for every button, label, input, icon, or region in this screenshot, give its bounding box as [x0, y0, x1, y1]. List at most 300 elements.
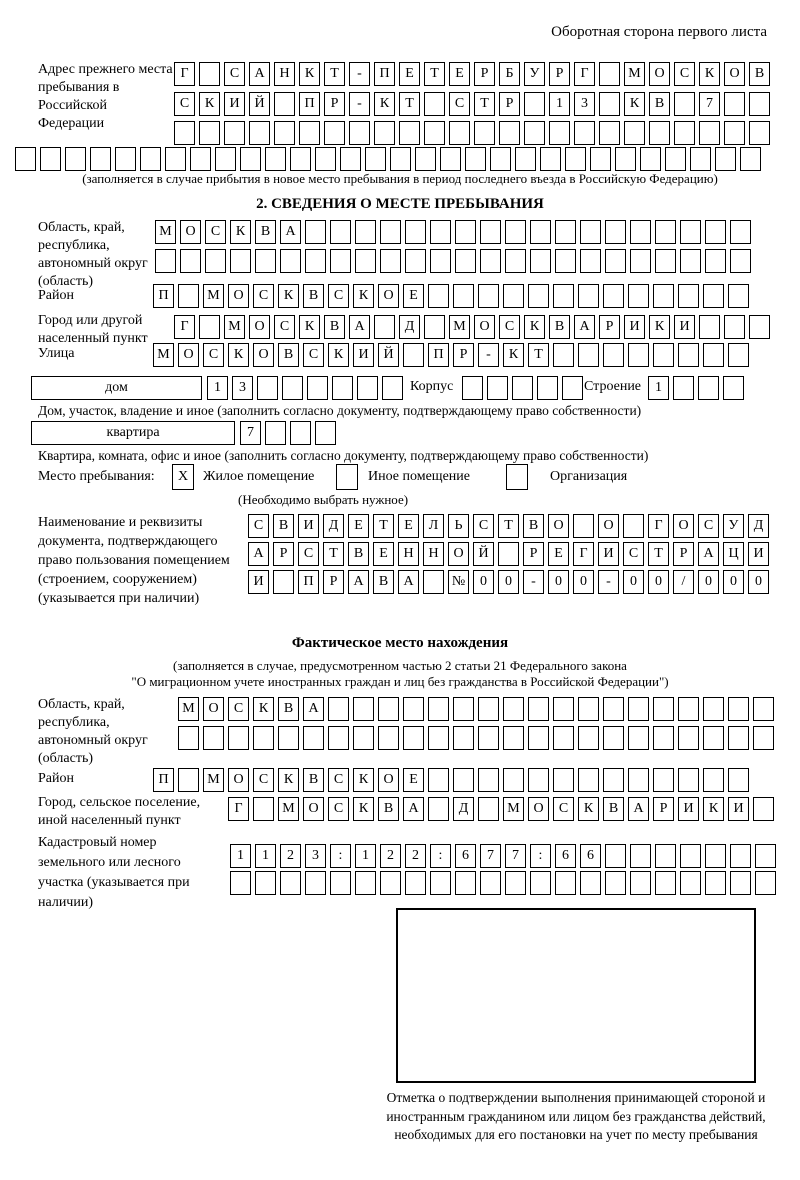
- char-cell: О: [548, 514, 569, 538]
- char-cell: 3: [574, 92, 595, 116]
- char-cell: М: [278, 797, 299, 821]
- char-cell: Д: [748, 514, 769, 538]
- char-cell: [330, 220, 351, 244]
- kvartira-box: квартира: [31, 421, 235, 445]
- char-cell: А: [348, 570, 369, 594]
- char-cell: [290, 147, 311, 171]
- char-cell: Г: [648, 514, 669, 538]
- char-cell: [174, 121, 195, 145]
- char-cell: [315, 147, 336, 171]
- doc-row-2: [248, 542, 769, 566]
- char-cell: [478, 284, 499, 308]
- char-cell: [428, 697, 449, 721]
- char-cell: С: [248, 514, 269, 538]
- char-cell: [603, 284, 624, 308]
- char-cell: Й: [473, 542, 494, 566]
- char-cell: [178, 284, 199, 308]
- char-cell: [703, 768, 724, 792]
- char-cell: О: [228, 768, 249, 792]
- char-cell: Т: [474, 92, 495, 116]
- char-cell: Л: [423, 514, 444, 538]
- char-cell: [155, 249, 176, 273]
- char-cell: И: [624, 315, 645, 339]
- char-cell: [487, 376, 508, 400]
- char-cell: В: [373, 570, 394, 594]
- char-cell: [753, 726, 774, 750]
- char-cell: [290, 421, 311, 445]
- char-cell: [340, 147, 361, 171]
- char-cell: К: [230, 220, 251, 244]
- char-cell: [505, 249, 526, 273]
- char-cell: [462, 376, 483, 400]
- char-cell: [357, 376, 378, 400]
- char-cell: С: [328, 284, 349, 308]
- zhiloe-checkbox: X: [172, 464, 194, 490]
- char-cell: С: [274, 315, 295, 339]
- char-cell: Т: [648, 542, 669, 566]
- char-cell: [305, 871, 326, 895]
- fact-oblast-row-2: [178, 726, 774, 750]
- char-cell: [199, 62, 220, 86]
- char-cell: [678, 697, 699, 721]
- char-cell: 2: [280, 844, 301, 868]
- char-cell: Е: [403, 284, 424, 308]
- char-cell: Т: [324, 62, 345, 86]
- char-cell: -: [478, 343, 499, 367]
- char-cell: В: [603, 797, 624, 821]
- char-cell: [453, 284, 474, 308]
- fact-raion-row: [153, 768, 749, 792]
- char-cell: [228, 726, 249, 750]
- kadastr-row-2: [230, 871, 776, 895]
- stroenie-row: [648, 376, 744, 400]
- char-cell: [655, 844, 676, 868]
- char-cell: [599, 62, 620, 86]
- char-cell: Д: [453, 797, 474, 821]
- char-cell: [423, 570, 444, 594]
- korpus-label: Корпус: [410, 379, 454, 394]
- char-cell: 0: [548, 570, 569, 594]
- char-cell: [180, 249, 201, 273]
- char-cell: [528, 768, 549, 792]
- char-cell: [378, 697, 399, 721]
- char-cell: [274, 121, 295, 145]
- oblast-row-1: [155, 220, 751, 244]
- inoe-checkbox: [336, 464, 358, 490]
- char-cell: [578, 343, 599, 367]
- char-cell: О: [228, 284, 249, 308]
- ulitsa-label: Улица: [38, 346, 75, 361]
- char-cell: [273, 570, 294, 594]
- char-cell: [630, 220, 651, 244]
- char-cell: О: [203, 697, 224, 721]
- char-cell: Г: [174, 62, 195, 86]
- char-cell: [690, 147, 711, 171]
- char-cell: [499, 121, 520, 145]
- char-cell: У: [723, 514, 744, 538]
- char-cell: [403, 726, 424, 750]
- char-cell: [455, 871, 476, 895]
- char-cell: [428, 284, 449, 308]
- char-cell: [715, 147, 736, 171]
- char-cell: [480, 249, 501, 273]
- char-cell: [678, 768, 699, 792]
- char-cell: [698, 376, 719, 400]
- char-cell: [724, 315, 745, 339]
- fact-raion-label: Район: [38, 771, 74, 786]
- char-cell: И: [748, 542, 769, 566]
- char-cell: М: [624, 62, 645, 86]
- char-cell: [753, 697, 774, 721]
- char-cell: [278, 726, 299, 750]
- char-cell: [332, 376, 353, 400]
- char-cell: И: [224, 92, 245, 116]
- char-cell: [653, 726, 674, 750]
- char-cell: Е: [398, 514, 419, 538]
- char-cell: [562, 376, 583, 400]
- char-cell: [674, 121, 695, 145]
- char-cell: [565, 147, 586, 171]
- char-cell: 1: [255, 844, 276, 868]
- char-cell: [555, 871, 576, 895]
- char-cell: [703, 726, 724, 750]
- char-cell: Е: [373, 542, 394, 566]
- char-cell: [165, 147, 186, 171]
- char-cell: К: [299, 62, 320, 86]
- char-cell: В: [348, 542, 369, 566]
- char-cell: [628, 726, 649, 750]
- char-cell: Т: [373, 514, 394, 538]
- char-cell: [628, 697, 649, 721]
- char-cell: [498, 542, 519, 566]
- char-cell: [553, 726, 574, 750]
- char-cell: [724, 121, 745, 145]
- char-cell: С: [203, 343, 224, 367]
- char-cell: [730, 871, 751, 895]
- char-cell: [280, 871, 301, 895]
- char-cell: М: [155, 220, 176, 244]
- char-cell: [603, 726, 624, 750]
- prev-address-row-2: [174, 92, 770, 116]
- char-cell: [15, 147, 36, 171]
- page-title: Оборотная сторона первого листа: [551, 24, 767, 40]
- char-cell: [255, 871, 276, 895]
- char-cell: [605, 844, 626, 868]
- char-cell: [365, 147, 386, 171]
- char-cell: [653, 697, 674, 721]
- mesto-label: Место пребывания:: [38, 469, 155, 484]
- char-cell: А: [403, 797, 424, 821]
- char-cell: [403, 697, 424, 721]
- fact-oblast-row-1: [178, 697, 774, 721]
- char-cell: [199, 315, 220, 339]
- char-cell: 0: [623, 570, 644, 594]
- char-cell: [353, 697, 374, 721]
- char-cell: [605, 220, 626, 244]
- char-cell: А: [349, 315, 370, 339]
- char-cell: [280, 249, 301, 273]
- char-cell: [724, 92, 745, 116]
- char-cell: Р: [273, 542, 294, 566]
- char-cell: Р: [653, 797, 674, 821]
- char-cell: К: [703, 797, 724, 821]
- char-cell: К: [374, 92, 395, 116]
- char-cell: К: [299, 315, 320, 339]
- char-cell: [257, 376, 278, 400]
- char-cell: М: [178, 697, 199, 721]
- char-cell: О: [448, 542, 469, 566]
- char-cell: [315, 421, 336, 445]
- char-cell: И: [674, 315, 695, 339]
- char-cell: [573, 514, 594, 538]
- char-cell: 1: [648, 376, 669, 400]
- char-cell: Д: [323, 514, 344, 538]
- char-cell: [553, 343, 574, 367]
- fact-gorod-row: [228, 797, 774, 821]
- char-cell: [730, 844, 751, 868]
- char-cell: [628, 284, 649, 308]
- char-cell: К: [649, 315, 670, 339]
- dom-box: дом: [31, 376, 202, 400]
- char-cell: [503, 726, 524, 750]
- char-cell: [374, 315, 395, 339]
- char-cell: [549, 121, 570, 145]
- char-cell: [540, 147, 561, 171]
- char-cell: К: [353, 284, 374, 308]
- oblast-label: Область, край, республика, автономный округ (область): [38, 220, 148, 289]
- char-cell: [524, 121, 545, 145]
- char-cell: [430, 871, 451, 895]
- char-cell: :: [430, 844, 451, 868]
- kvartira-note: Квартира, комната, офис и иное (заполнить согласно документу, подтверждающему право собственности): [38, 448, 649, 463]
- org-label: Организация: [550, 469, 628, 484]
- char-cell: [624, 121, 645, 145]
- stamp-box: [396, 908, 756, 1083]
- prev-address-row-3: [174, 121, 770, 145]
- char-cell: О: [673, 514, 694, 538]
- char-cell: [728, 284, 749, 308]
- char-cell: [703, 284, 724, 308]
- char-cell: [580, 871, 601, 895]
- char-cell: [424, 315, 445, 339]
- char-cell: [253, 726, 274, 750]
- char-cell: [665, 147, 686, 171]
- char-cell: Г: [228, 797, 249, 821]
- char-cell: [524, 92, 545, 116]
- char-cell: С: [449, 92, 470, 116]
- char-cell: Р: [453, 343, 474, 367]
- char-cell: К: [253, 697, 274, 721]
- char-cell: №: [448, 570, 469, 594]
- char-cell: С: [473, 514, 494, 538]
- char-cell: [678, 284, 699, 308]
- char-cell: Б: [499, 62, 520, 86]
- char-cell: К: [353, 797, 374, 821]
- char-cell: [680, 871, 701, 895]
- char-cell: А: [248, 542, 269, 566]
- ulitsa-row: [153, 343, 749, 367]
- prev-address-row-1: [174, 62, 770, 86]
- char-cell: [603, 343, 624, 367]
- char-cell: 7: [480, 844, 501, 868]
- char-cell: Т: [399, 92, 420, 116]
- char-cell: [199, 121, 220, 145]
- char-cell: [605, 871, 626, 895]
- char-cell: 0: [698, 570, 719, 594]
- char-cell: [405, 220, 426, 244]
- char-cell: [355, 249, 376, 273]
- char-cell: 0: [473, 570, 494, 594]
- char-cell: П: [374, 62, 395, 86]
- char-cell: 7: [240, 421, 261, 445]
- char-cell: [305, 249, 326, 273]
- char-cell: [328, 697, 349, 721]
- char-cell: [703, 343, 724, 367]
- char-cell: [655, 871, 676, 895]
- char-cell: [424, 92, 445, 116]
- char-cell: М: [203, 284, 224, 308]
- char-cell: В: [273, 514, 294, 538]
- char-cell: К: [278, 768, 299, 792]
- char-cell: С: [328, 768, 349, 792]
- char-cell: Р: [474, 62, 495, 86]
- char-cell: [428, 768, 449, 792]
- char-cell: [203, 726, 224, 750]
- char-cell: [178, 768, 199, 792]
- gorod-label: Город или другой населенный пункт: [38, 313, 148, 346]
- char-cell: 0: [723, 570, 744, 594]
- char-cell: [490, 147, 511, 171]
- char-cell: [630, 249, 651, 273]
- char-cell: Р: [549, 62, 570, 86]
- char-cell: [478, 697, 499, 721]
- char-cell: М: [449, 315, 470, 339]
- char-cell: [224, 121, 245, 145]
- char-cell: [640, 147, 661, 171]
- char-cell: С: [499, 315, 520, 339]
- char-cell: У: [524, 62, 545, 86]
- char-cell: [705, 220, 726, 244]
- char-cell: Ц: [723, 542, 744, 566]
- char-cell: [728, 343, 749, 367]
- char-cell: 3: [305, 844, 326, 868]
- char-cell: [553, 284, 574, 308]
- org-checkbox: [506, 464, 528, 490]
- char-cell: П: [298, 570, 319, 594]
- char-cell: [703, 697, 724, 721]
- char-cell: [530, 220, 551, 244]
- char-cell: В: [549, 315, 570, 339]
- doc-row-3: [248, 570, 769, 594]
- char-cell: [528, 726, 549, 750]
- char-cell: В: [278, 697, 299, 721]
- fact-note-1: (заполняется в случае, предусмотренном частью 2 статьи 21 Федерального закона: [173, 658, 627, 673]
- char-cell: [249, 121, 270, 145]
- char-cell: [528, 284, 549, 308]
- char-cell: С: [698, 514, 719, 538]
- char-cell: [453, 697, 474, 721]
- char-cell: [655, 249, 676, 273]
- char-cell: [265, 147, 286, 171]
- char-cell: 7: [505, 844, 526, 868]
- char-cell: [274, 92, 295, 116]
- gorod-row: [174, 315, 770, 339]
- char-cell: А: [303, 697, 324, 721]
- char-cell: Т: [323, 542, 344, 566]
- char-cell: О: [474, 315, 495, 339]
- char-cell: [405, 871, 426, 895]
- char-cell: [453, 726, 474, 750]
- fact-oblast-label: Область, край, республика, автономный округ (область): [38, 697, 148, 766]
- char-cell: [728, 697, 749, 721]
- char-cell: [355, 871, 376, 895]
- char-cell: И: [728, 797, 749, 821]
- char-cell: /: [673, 570, 694, 594]
- char-cell: -: [349, 62, 370, 86]
- char-cell: 0: [573, 570, 594, 594]
- char-cell: [749, 121, 770, 145]
- char-cell: Й: [378, 343, 399, 367]
- char-cell: [428, 797, 449, 821]
- char-cell: [440, 147, 461, 171]
- char-cell: [699, 121, 720, 145]
- char-cell: [178, 726, 199, 750]
- char-cell: [324, 121, 345, 145]
- char-cell: А: [698, 542, 719, 566]
- kadastr-label: Кадастровый номер земельного или лесного участка (указывается при наличии): [38, 835, 190, 910]
- section2-heading: 2. СВЕДЕНИЯ О МЕСТЕ ПРЕБЫВАНИЯ: [256, 196, 544, 212]
- char-cell: И: [598, 542, 619, 566]
- char-cell: [530, 249, 551, 273]
- char-cell: [478, 726, 499, 750]
- char-cell: Й: [249, 92, 270, 116]
- char-cell: [578, 726, 599, 750]
- char-cell: Е: [449, 62, 470, 86]
- doc-row-1: [248, 514, 769, 538]
- char-cell: [480, 871, 501, 895]
- char-cell: С: [253, 768, 274, 792]
- fact-gorod-label: Город, сельское поселение, иной населенный пункт: [38, 795, 201, 828]
- char-cell: [653, 284, 674, 308]
- char-cell: Р: [499, 92, 520, 116]
- char-cell: К: [624, 92, 645, 116]
- char-cell: О: [378, 768, 399, 792]
- char-cell: [680, 844, 701, 868]
- char-cell: А: [574, 315, 595, 339]
- char-cell: С: [623, 542, 644, 566]
- kadastr-row-1: [230, 844, 776, 868]
- char-cell: [303, 726, 324, 750]
- char-cell: Е: [399, 62, 420, 86]
- char-cell: С: [674, 62, 695, 86]
- char-cell: [455, 249, 476, 273]
- raion-row: [153, 284, 749, 308]
- char-cell: Н: [274, 62, 295, 86]
- char-cell: [615, 147, 636, 171]
- char-cell: С: [205, 220, 226, 244]
- char-cell: [740, 147, 761, 171]
- char-cell: В: [303, 768, 324, 792]
- char-cell: [215, 147, 236, 171]
- char-cell: [115, 147, 136, 171]
- char-cell: [453, 768, 474, 792]
- char-cell: Е: [548, 542, 569, 566]
- char-cell: [282, 376, 303, 400]
- char-cell: [424, 121, 445, 145]
- char-cell: Р: [523, 542, 544, 566]
- char-cell: С: [174, 92, 195, 116]
- char-cell: 0: [498, 570, 519, 594]
